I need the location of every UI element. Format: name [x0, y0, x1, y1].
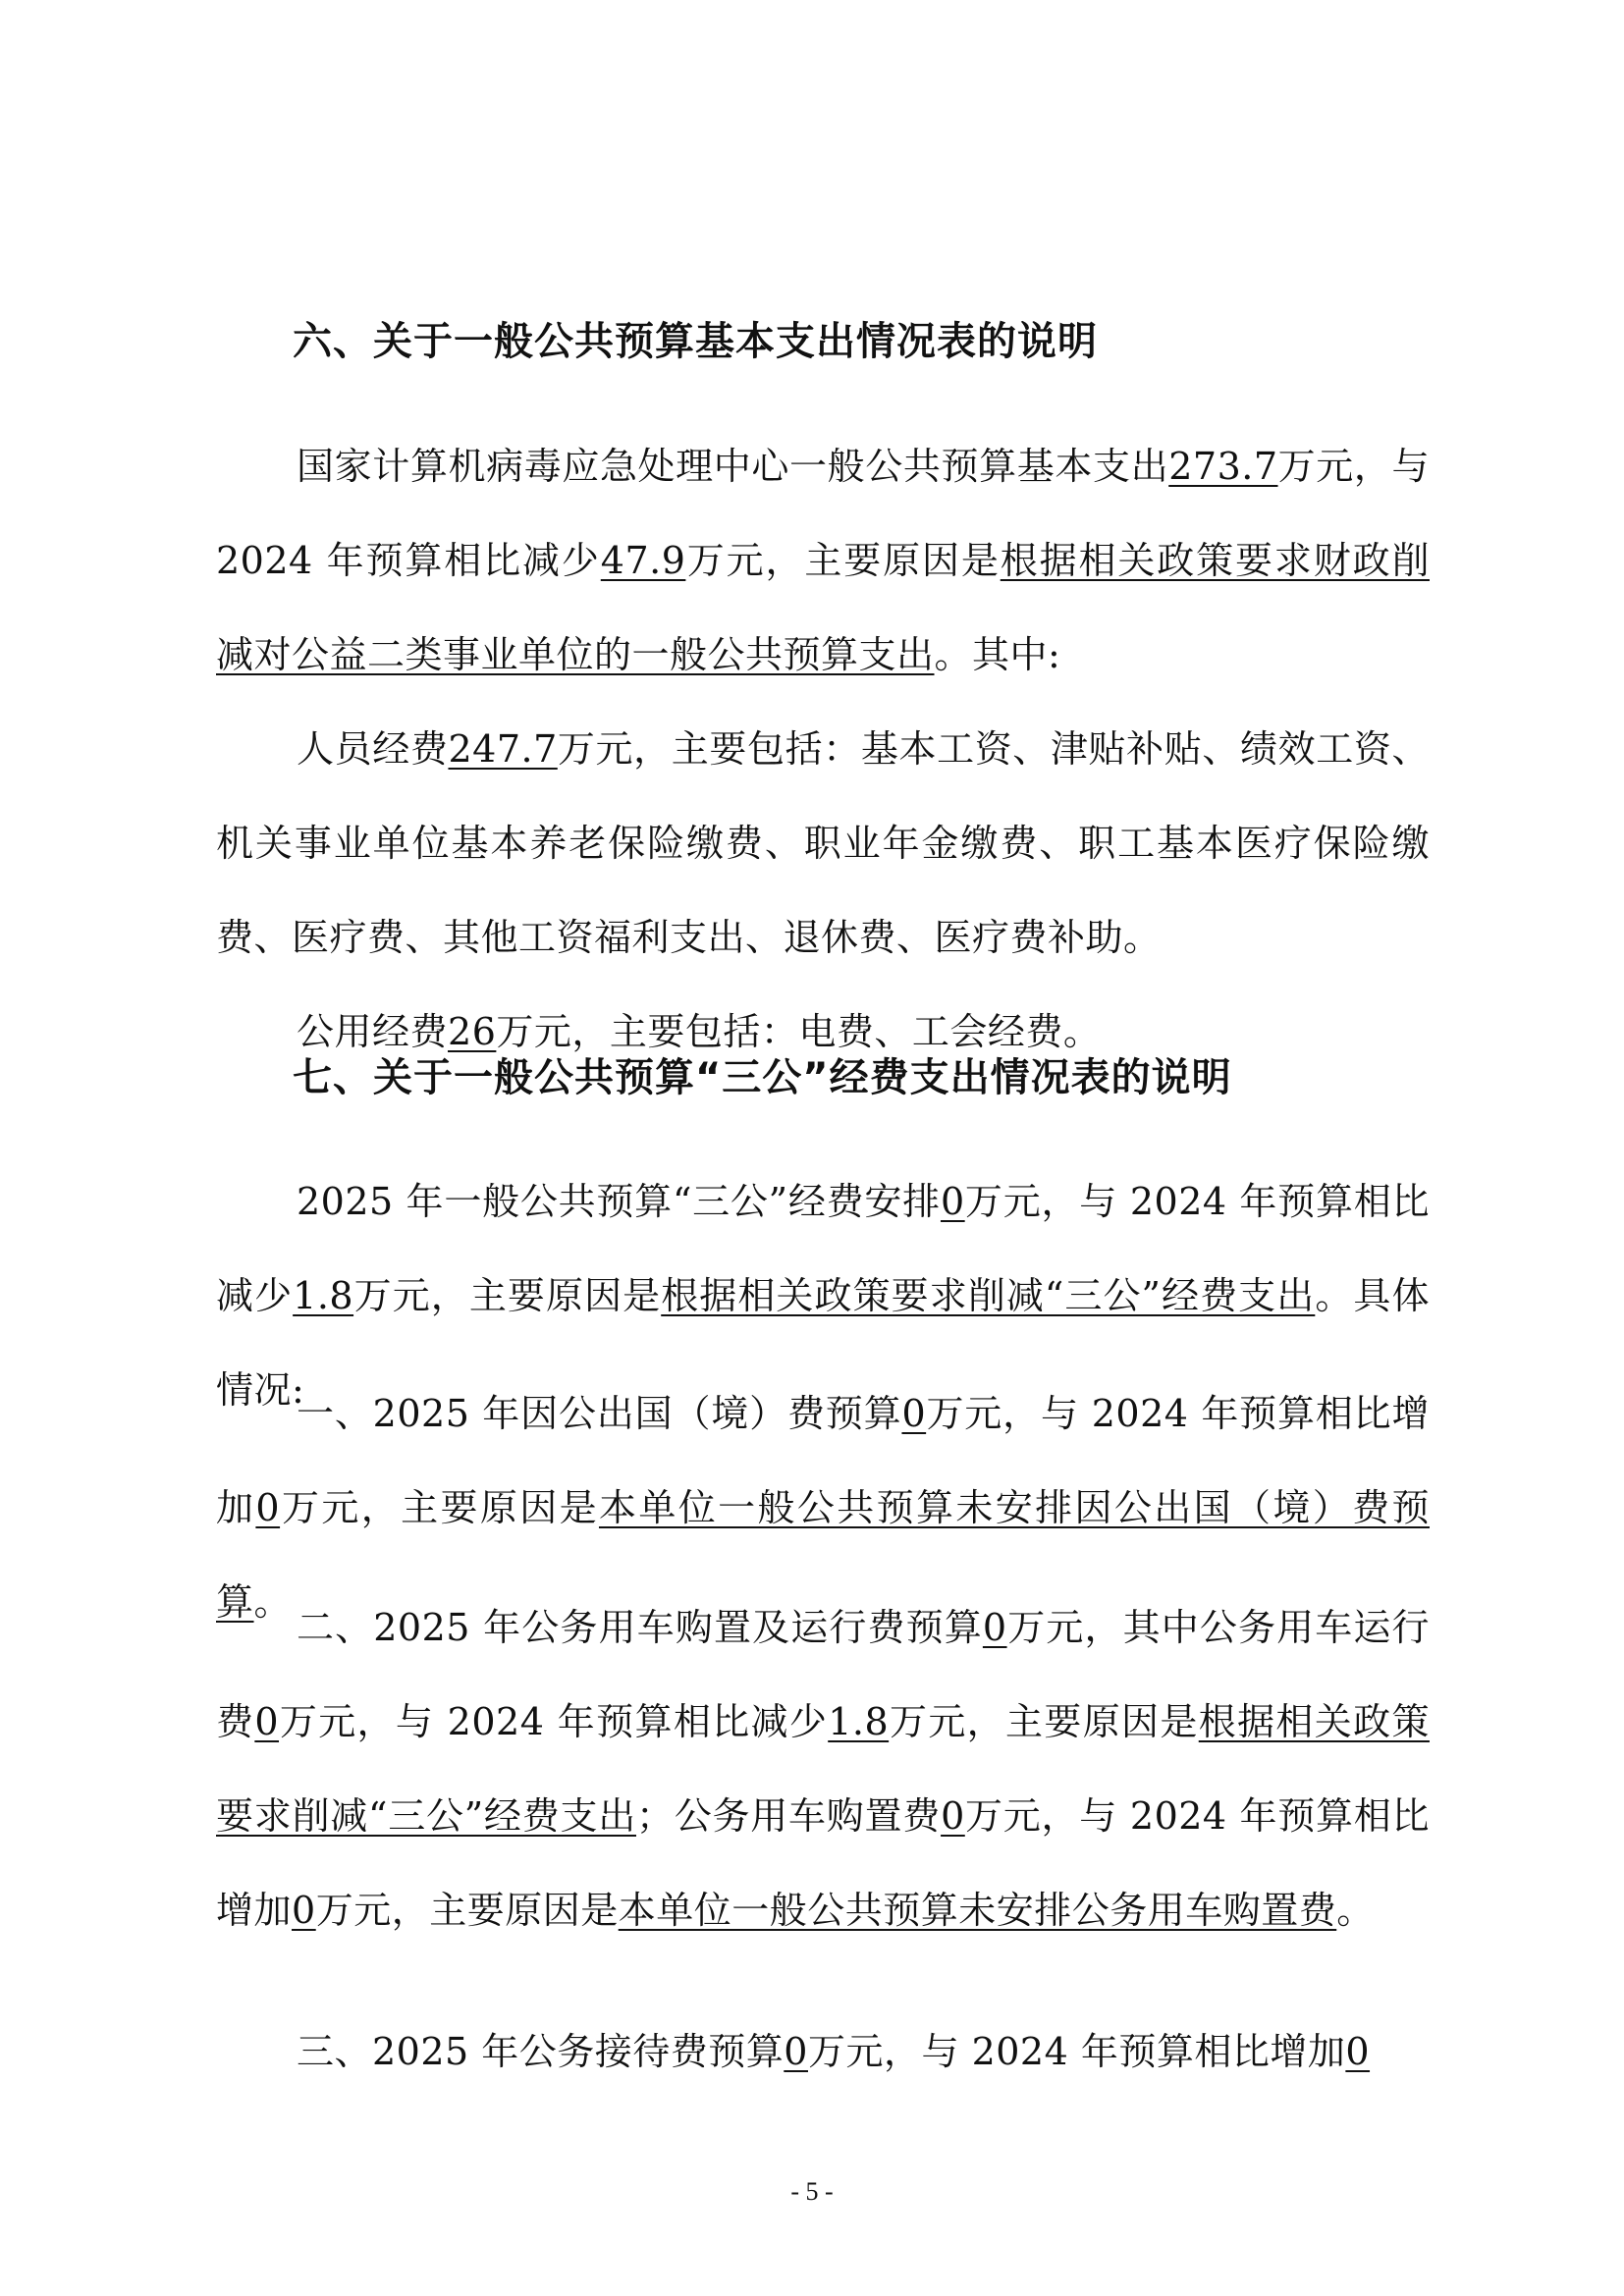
text: 国家计算机病毒应急处理中心一般公共预算基本支出 — [297, 445, 1169, 488]
reception-amount: 0 — [784, 2030, 808, 2073]
text: 二、2025 年公务用车购置及运行费预算 — [297, 1606, 983, 1649]
reason-text: 本单位一般公共预算未安排公务用车购置费 — [618, 1889, 1337, 1932]
text: 万元，主要包括：基本工资、津贴补贴、绩效工资、机关事业单位基本养老保险缴费、职业年金缴费、职工基本医疗保险缴费、医疗费、其他工资福利支出、退休费、医疗费补助。 — [216, 727, 1430, 959]
text: 人员经费 — [297, 727, 449, 771]
decrease-amount: 1.8 — [293, 1274, 354, 1317]
increase-amount: 0 — [292, 1889, 316, 1932]
reason-text: 根据相关政策要求削减“三公”经费支出 — [216, 1700, 1430, 1838]
text: 万元，与 2024 年预算相比增加 — [216, 1794, 1430, 1932]
section-6-paragraph-1 — [216, 419, 1430, 702]
vehicle-total-amount: 0 — [982, 1606, 1007, 1649]
text: 万元，与 2024 年预算相比减少 — [279, 1700, 829, 1743]
overseas-trip-amount: 0 — [901, 1392, 927, 1435]
decrease-amount: 47.9 — [600, 539, 686, 582]
increase-amount: 0 — [255, 1486, 281, 1529]
text: 万元，与 2024 年预算相比减少 — [216, 1180, 1430, 1317]
public-expense-amount: 26 — [448, 1010, 497, 1053]
text: 万元，主要原因是 — [889, 1700, 1199, 1743]
section-6-heading: 六、关于一般公共预算基本支出情况表的说明 — [293, 319, 1098, 364]
text: 万元，与 2024 年预算相比增加 — [807, 2030, 1346, 2073]
text: 公用经费 — [297, 1010, 449, 1053]
text: 2025 年一般公共预算“三公”经费安排 — [297, 1180, 941, 1223]
vehicle-purchase-amount: 0 — [941, 1794, 965, 1838]
text: 万元，其中公务用车运行费 — [216, 1606, 1430, 1743]
text: 。具体情况: — [216, 1274, 1430, 1412]
text: 万元，主要原因是 — [353, 1274, 662, 1317]
section-7-paragraph-4 — [216, 2004, 1430, 2099]
text: ；公务用车购置费 — [635, 1794, 942, 1838]
text: 万元，主要原因是 — [280, 1486, 599, 1529]
text: 万元，与 2024 年预算相比增加 — [216, 1392, 1430, 1529]
text: 万元，与 2024 年预算相比减少 — [216, 445, 1430, 582]
personnel-expense-amount: 247.7 — [448, 727, 558, 771]
section-7-paragraph-3 — [216, 1580, 1430, 1957]
section-7-heading: 七、关于一般公共预算“三公”经费支出情况表的说明 — [293, 1055, 1232, 1100]
decrease-amount: 1.8 — [828, 1700, 890, 1743]
text: 。其中: — [934, 633, 1061, 676]
three-public-amount: 0 — [940, 1180, 965, 1223]
increase-amount: 0 — [1345, 2030, 1371, 2073]
vehicle-operation-amount: 0 — [254, 1700, 280, 1743]
text: 万元，主要包括：电费、工会经费。 — [496, 1010, 1102, 1053]
text: 。 — [253, 1580, 293, 1624]
text: 万元，主要原因是 — [685, 539, 1001, 582]
section-6-paragraph-2 — [216, 702, 1430, 985]
text: 一、2025 年因公出国（境）费预算 — [297, 1392, 902, 1435]
reason-text: 根据相关政策要求财政削减对公益二类事业单位的一般公共预算支出 — [216, 539, 1430, 676]
basic-expenditure-amount: 273.7 — [1168, 445, 1278, 488]
text: 。 — [1336, 1889, 1375, 1932]
text: 万元，主要原因是 — [315, 1889, 619, 1932]
reason-text: 根据相关政策要求削减“三公”经费支出 — [661, 1274, 1316, 1317]
reason-text: 本单位一般公共预算未安排因公出国（境）费预算 — [216, 1486, 1430, 1624]
text: 三、2025 年公务接待费预算 — [297, 2030, 785, 2073]
page-number: - 5 - — [790, 2177, 834, 2206]
